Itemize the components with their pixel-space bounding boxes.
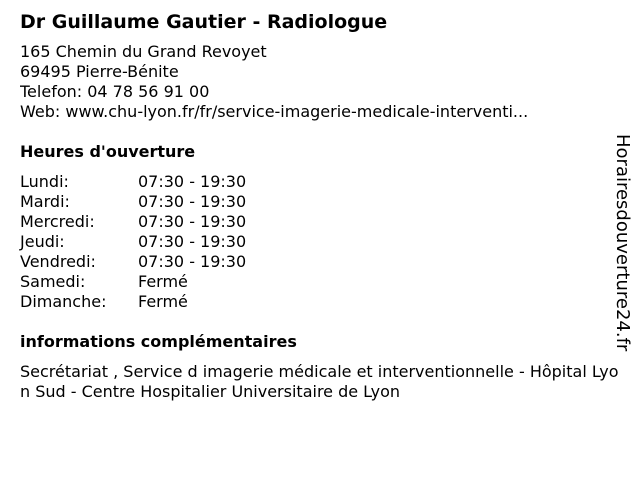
time-value: 07:30 - 19:30 <box>138 252 247 271</box>
day-label: Jeudi: <box>20 232 65 251</box>
day-label: Lundi: <box>20 172 69 191</box>
day-label: Dimanche: <box>20 292 107 311</box>
hours-row <box>20 172 600 192</box>
day-label: Mercredi: <box>20 212 95 231</box>
website-link[interactable]: Web: www.chu-lyon.fr/fr/service-imagerie-medicale-interventi... <box>20 102 529 121</box>
time-value: 07:30 - 19:30 <box>138 172 247 191</box>
hours-row <box>20 252 600 272</box>
business-card <box>20 10 619 402</box>
phone-number: Telefon: 04 78 56 91 00 <box>20 82 210 101</box>
time-value: 07:30 - 19:30 <box>138 192 247 211</box>
info-text: Secrétariat , Service d imagerie médicale et interventionnelle - Hôpital Lyon Sud - Centre Hospitalier Universitaire de Lyon <box>20 362 619 401</box>
time-value: Fermé <box>138 292 188 311</box>
address-street: 165 Chemin du Grand Revoyet <box>20 42 267 61</box>
time-value: Fermé <box>138 272 188 291</box>
hours-row <box>20 212 600 232</box>
hours-row <box>20 292 600 312</box>
address-block <box>20 42 600 122</box>
day-label: Vendredi: <box>20 252 96 271</box>
time-value: 07:30 - 19:30 <box>138 212 247 231</box>
hours-row <box>20 232 600 252</box>
hours-table <box>20 172 600 312</box>
page-title: Dr Guillaume Gautier - Radiologue <box>20 11 388 33</box>
day-label: Mardi: <box>20 192 70 211</box>
address-city: 69495 Pierre-Bénite <box>20 62 179 81</box>
site-watermark: Horairesdouverture24.fr <box>612 134 633 352</box>
time-value: 07:30 - 19:30 <box>138 232 247 251</box>
day-label: Samedi: <box>20 272 86 291</box>
info-heading: informations complémentaires <box>20 332 297 351</box>
hours-heading: Heures d'ouverture <box>20 142 196 161</box>
hours-row <box>20 192 600 212</box>
hours-row <box>20 272 600 292</box>
